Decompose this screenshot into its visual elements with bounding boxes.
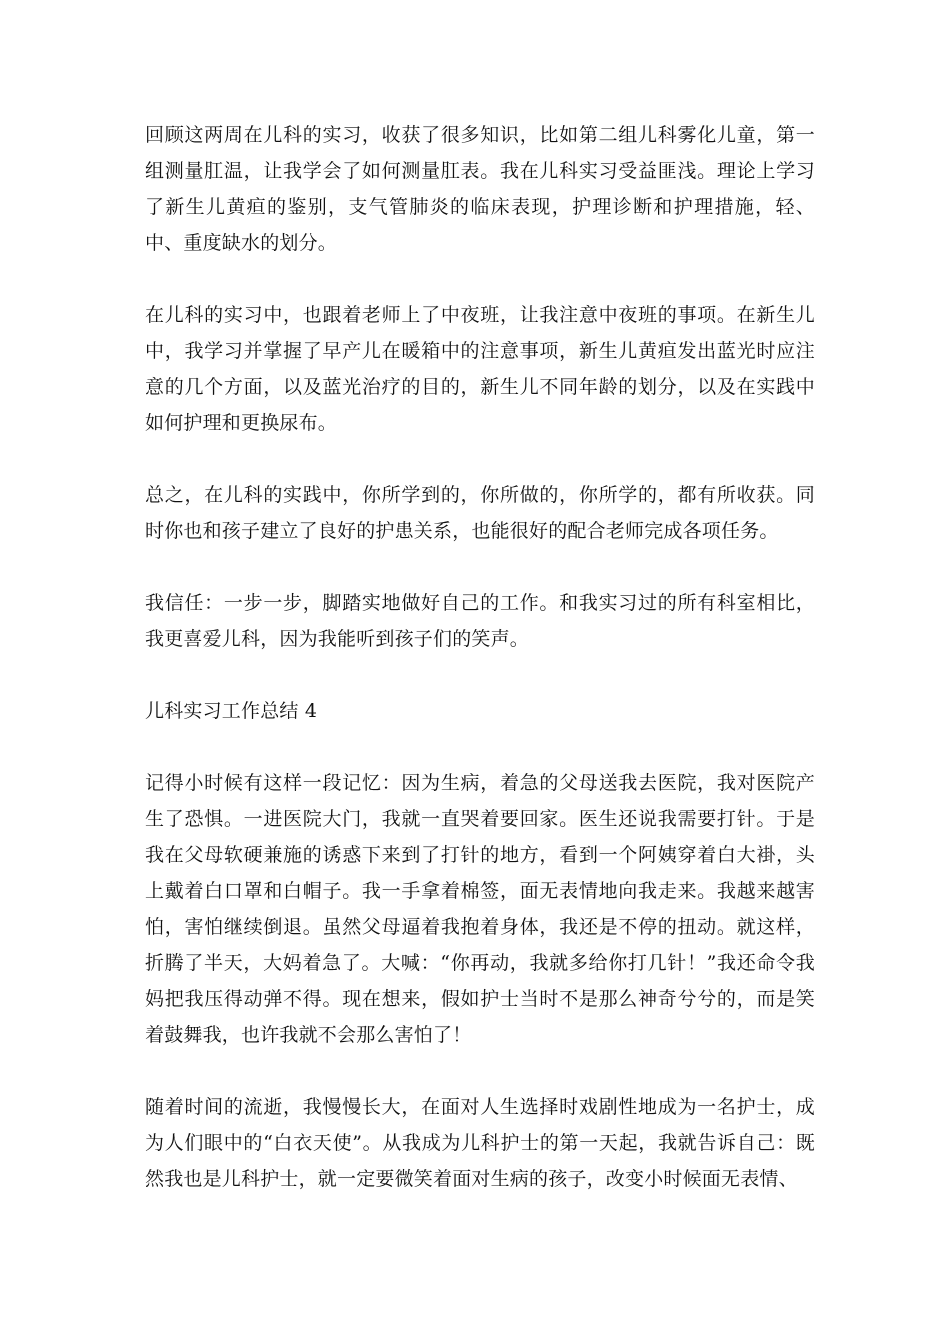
- section-heading: 儿科实习工作总结 4: [145, 700, 318, 722]
- paragraph-4: 我信任：一步一步，脚踏实地做好自己的工作。和我实习过的所有科室相比，我更喜爱儿科，因为我能听到孩子们的笑声。: [145, 592, 815, 650]
- paragraph-3: 总之，在儿科的实践中，你所学到的，你所做的，你所学的，都有所收获。同时你也和孩子建立了良好的护患关系，也能很好的配合老师完成各项任务。: [145, 484, 815, 542]
- paragraph-5: 记得小时候有这样一段记忆：因为生病，着急的父母送我去医院，我对医院产生了恐惧。一进医院大门，我就一直哭着要回家。医生还说我需要打针。于是我在父母软硬兼施的诱惑下来到了打针的地方，看到一个阿姨穿着白大褂，头上戴着白口罩和白帽子。我一手拿着棉签，面无表情地向我走来。我越来越害怕，害怕继续倒退。虽然父母逼着我抱着身体，我还是不停的扭动。就这样，折腾了半天，大妈着急了。大喊：“你再动，我就多给你打几针！”我还命令我妈把我压得动弹不得。现在想来，假如护士当时不是那么神奇兮兮的，而是笑着鼓舞我，也许我就不会那么害怕了！: [145, 772, 815, 1046]
- paragraph-2: 在儿科的实习中，也跟着老师上了中夜班，让我注意中夜班的事项。在新生儿中，我学习并掌握了早产儿在暖箱中的注意事项，新生儿黄疸发出蓝光时应注意的几个方面，以及蓝光治疗的目的，新生儿不同年龄的划分，以及在实践中如何护理和更换尿布。: [145, 304, 815, 434]
- paragraph-1: 回顾这两周在儿科的实习，收获了很多知识，比如第二组儿科雾化儿童，第一组测量肛温，让我学会了如何测量肛表。我在儿科实习受益匪浅。理论上学习了新生儿黄疸的鉴别，支气管肺炎的临床表现，护理诊断和护理措施，轻、中、重度缺水的划分。: [145, 124, 815, 254]
- document-body: [145, 117, 815, 1233]
- paragraph-6: 随着时间的流逝，我慢慢长大，在面对人生选择时戏剧性地成为一名护士，成为人们眼中的“白衣天使”。从我成为儿科护士的第一天起，我就告诉自己：既然我也是儿科护士，就一定要微笑着面对生病的孩子，改变小时候面无表情、: [145, 1096, 815, 1190]
